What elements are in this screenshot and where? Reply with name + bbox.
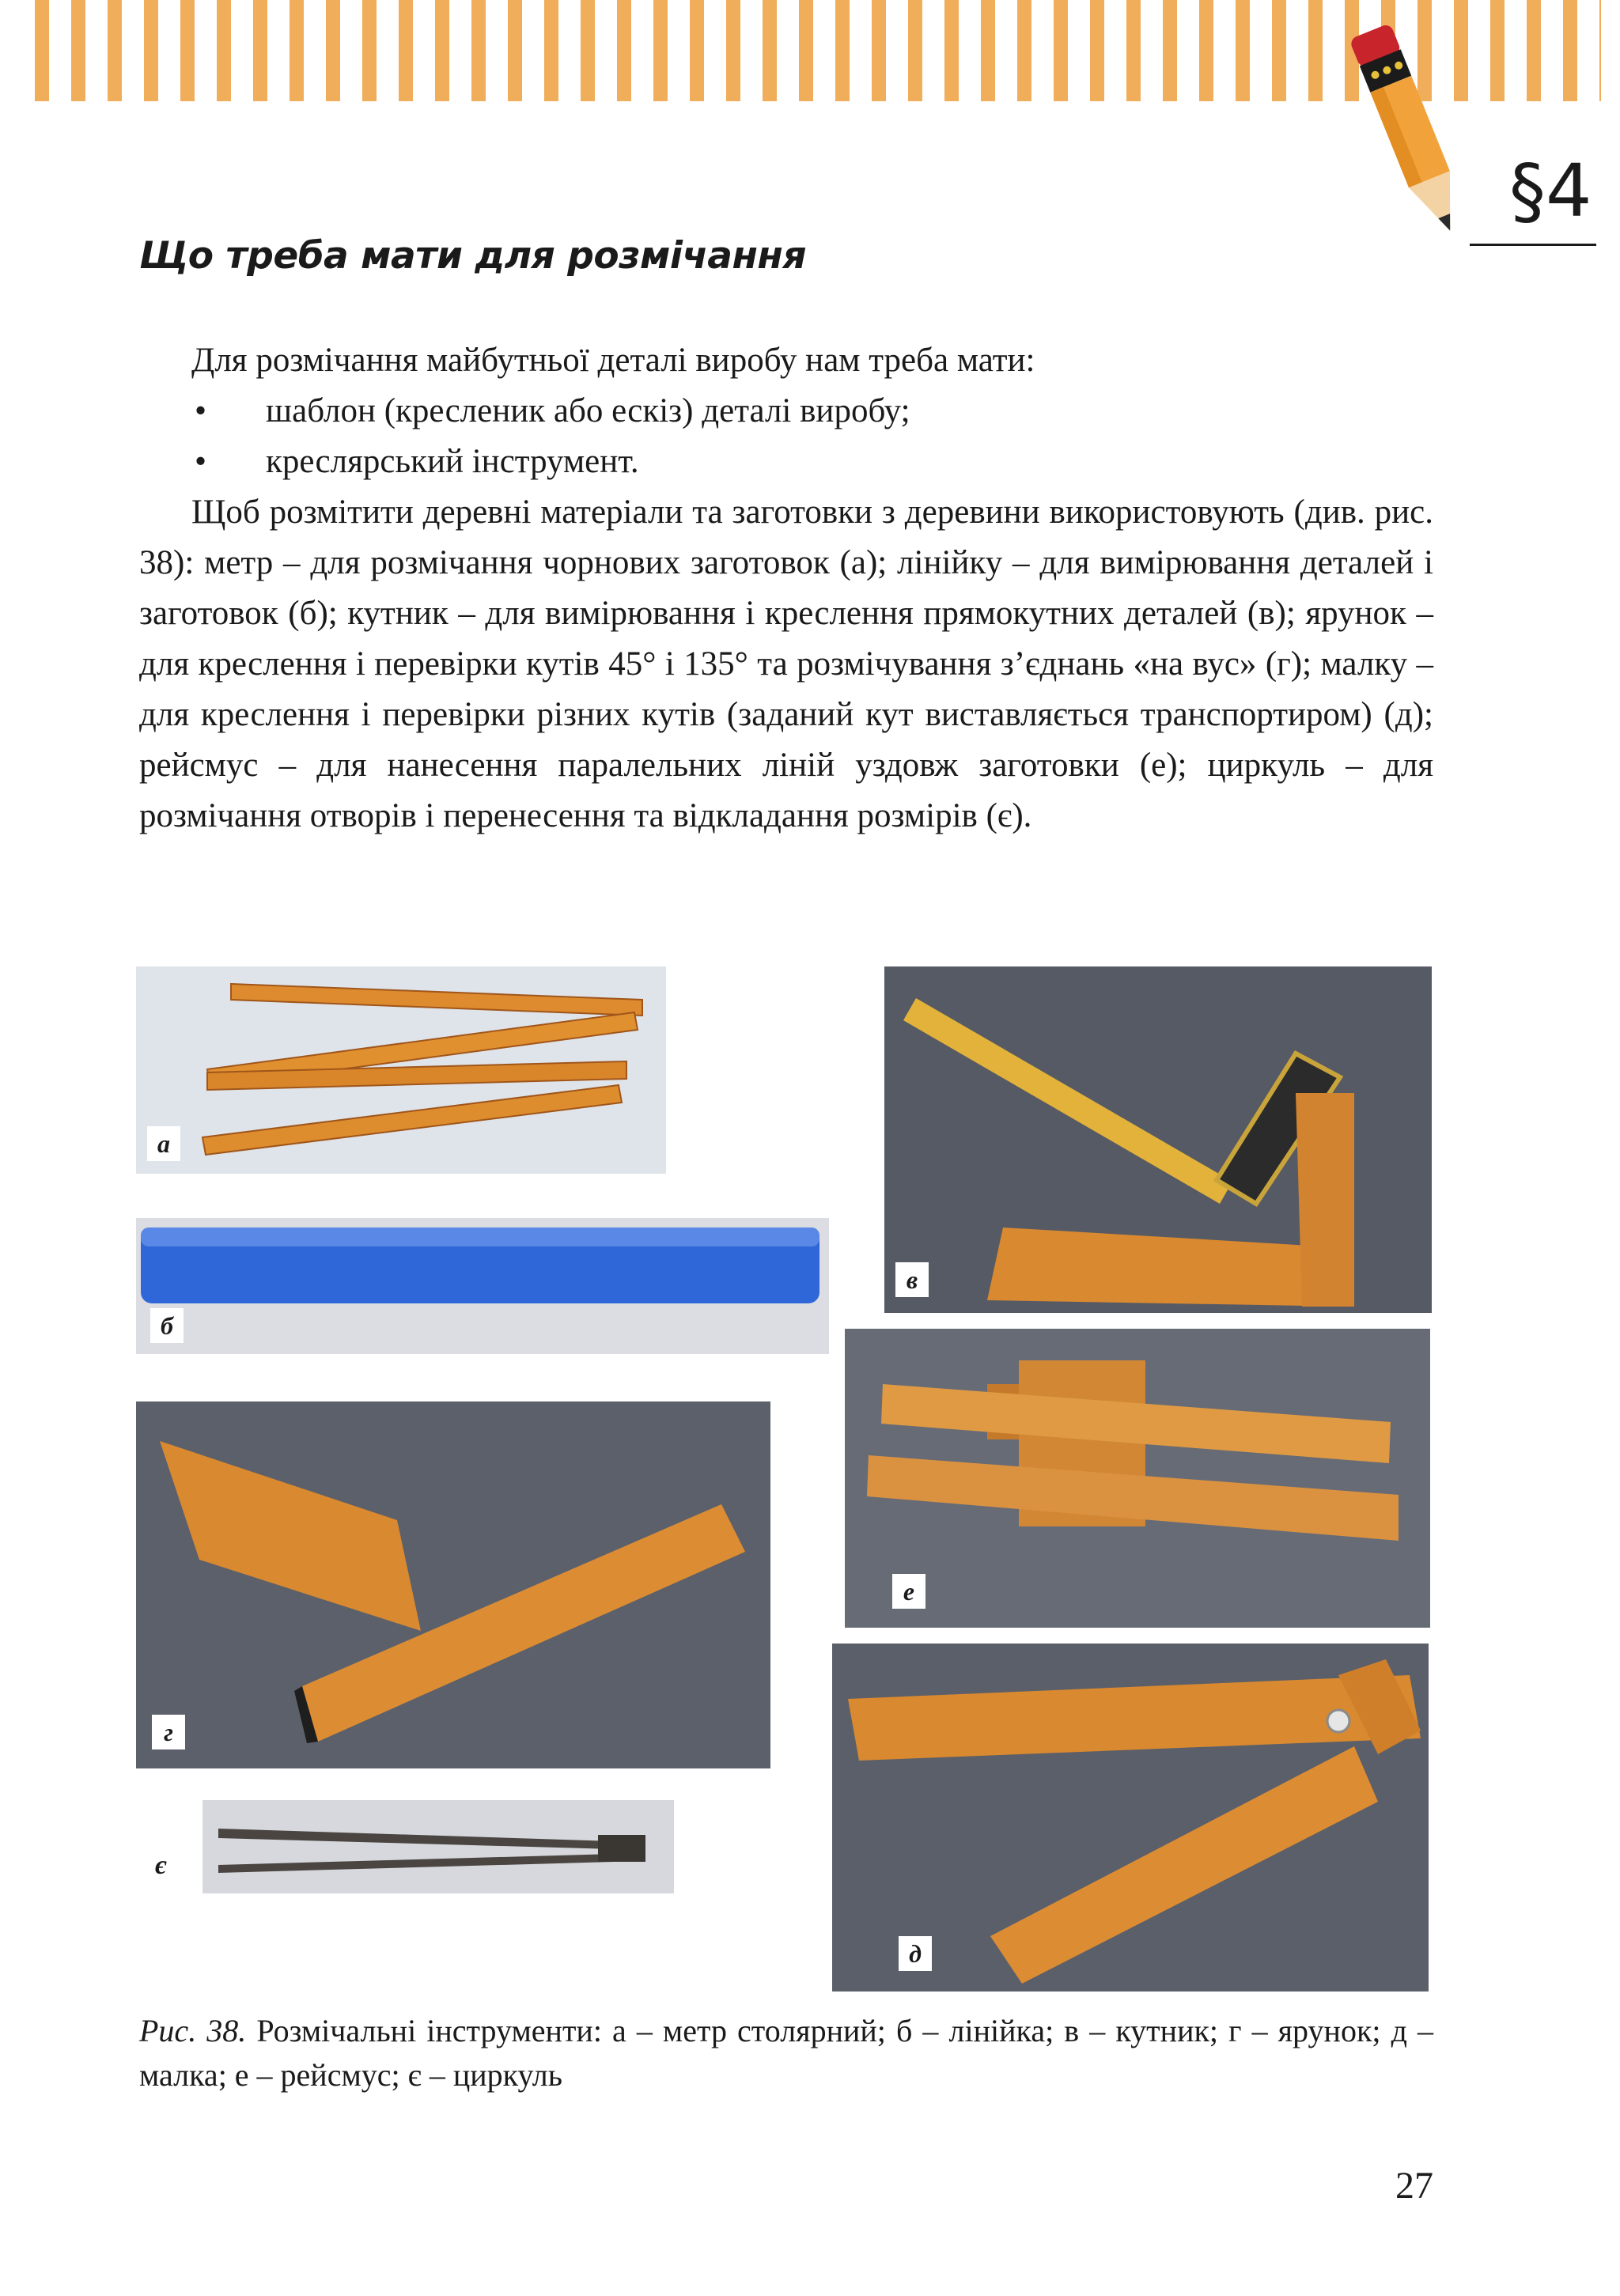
section-underline [1470, 244, 1596, 246]
photo-label: є [155, 1851, 167, 1880]
figure-caption [139, 2009, 1433, 2097]
bullet-icon: • [195, 443, 207, 480]
page-number: 27 [1395, 2165, 1433, 2207]
photo-mitre-square [136, 1401, 770, 1768]
photo-label: д [899, 1936, 932, 1971]
section-heading: Що треба мати для розмічання [139, 234, 807, 278]
body-paragraph: Щоб розмітити деревні матеріали та заготовки з деревини використовують (див. рис. 38): метр – для розмічання чорнових заготовок (а); лінійку – для вимірювання деталей і заготовок (б); кутник – для вимірювання і креслення прямокутних деталей (в); ярунок – для креслення і перевірки кутів 45° і 135° та розмічування з’єднань «на вус» (г); малку – для креслення і перевірки різних кутів (заданий кут виставляється транспортиром) (д); рейсмус – для нанесення паралельних ліній уздовж заготовки (е); циркуль – для розмічання отворів і перенесення та відкладання розмірів (є). [139, 494, 1433, 834]
photo-label: б [150, 1308, 184, 1343]
list-item [139, 386, 1433, 437]
photo-label: в [895, 1262, 929, 1297]
photo-marking-gauge [845, 1329, 1430, 1628]
list-item [139, 437, 1433, 487]
photo-label: а [147, 1126, 180, 1161]
photo-sliding-bevel [832, 1644, 1429, 1992]
photo-label: г [152, 1715, 185, 1749]
section-number: §4 [1509, 149, 1592, 233]
photo-ruler [136, 1218, 829, 1354]
requirements-list [139, 386, 1433, 487]
intro-paragraph: Для розмічання майбутньої деталі виробу нам треба мати: [191, 342, 1035, 379]
bullet-icon: • [195, 392, 207, 429]
photo-try-square [884, 966, 1432, 1313]
list-item-text: шаблон (кресленик або ескіз) деталі виробу; [266, 392, 910, 429]
figure-caption-text: Розмічальні інструменти: а – метр столярний; б – лінійка; в – кутник; г – ярунок; д – малка; е – рейсмус; є – циркуль [139, 2013, 1433, 2093]
photo-label: е [892, 1574, 925, 1609]
photo-dividers [202, 1800, 674, 1893]
list-item-text: креслярський інструмент. [266, 443, 639, 480]
photo-folding-rule [136, 966, 666, 1174]
figure-number: Рис. 38. [139, 2013, 247, 2048]
pencil-icon [1337, 8, 1479, 245]
